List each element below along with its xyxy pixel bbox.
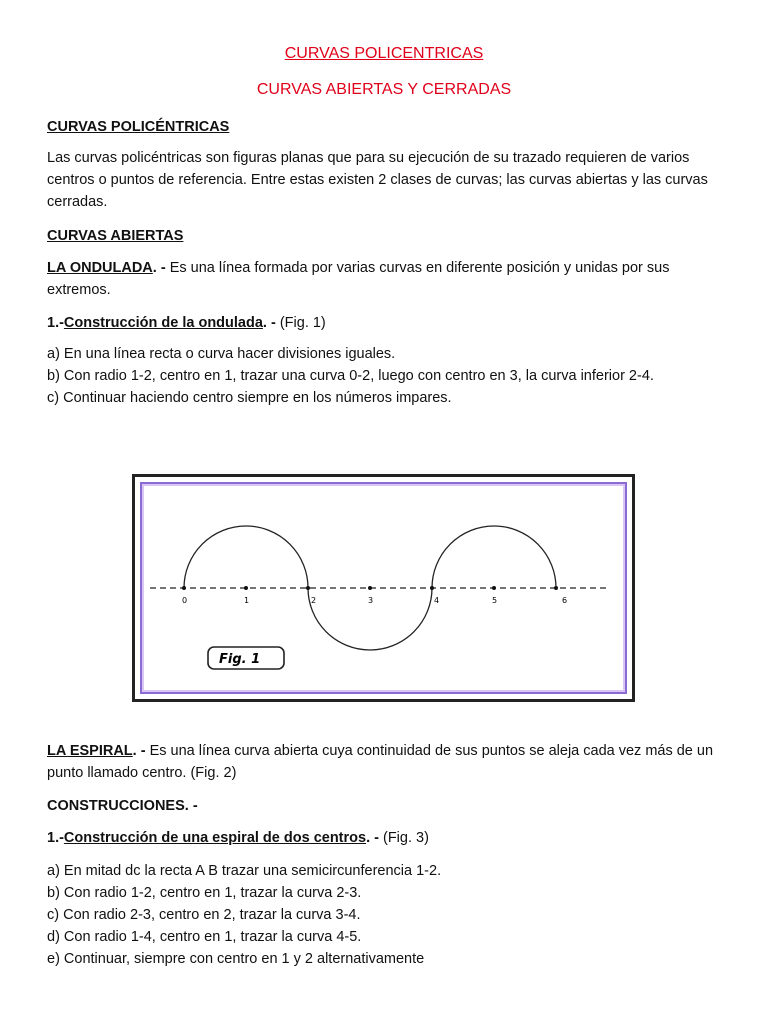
ondulada-text: Es una línea formada por varias curvas en diferente posición y unidas por sus extremos. — [47, 260, 670, 298]
ondulada-term: LA ONDULADA — [47, 260, 153, 276]
construction-title: Construcción de la ondulada — [63, 315, 263, 331]
construction-title: Construcción de una espiral de dos centros — [63, 830, 367, 846]
step-item: e) Continuar, siempre con centro en 1 y 2 alternativamente — [47, 951, 425, 967]
intro-paragraph: Las curvas policéntricas son figuras planas que para su ejecución de su trazado requieren de varios centros o puntos de referencia. Entre estas existen 2 clases de curvas; las curvas abiertas y las curvas cerradas. — [47, 150, 708, 210]
construction-number: 1.- — [47, 830, 64, 846]
step-item: c) Continuar haciendo centro siempre en los números impares. — [47, 390, 452, 406]
figure-label: Fig. 1 — [219, 652, 261, 667]
wavy-line-diagram — [135, 477, 632, 699]
construction-figure-ref: (Fig. 3) — [383, 830, 429, 846]
point-2 — [306, 586, 310, 590]
step-item: d) Con radio 1-4, centro en 1, trazar la curva 4-5. — [47, 929, 362, 945]
section-heading-abiertas: CURVAS ABIERTAS — [47, 228, 184, 244]
ondulada-definition — [47, 257, 727, 301]
step-item: a) En mitad dc la recta A B trazar una semicircunferencia 1-2. — [47, 863, 442, 879]
section-heading-policentricas: CURVAS POLICÉNTRICAS — [47, 119, 230, 135]
ondulada-construction-heading — [47, 312, 727, 334]
point-label: 0 — [182, 596, 188, 605]
point-label: 1 — [244, 596, 250, 605]
step-item: b) Con radio 1-2, centro en 1, trazar la curva 2-3. — [47, 885, 362, 901]
espiral-text: Es una línea curva abierta cuya continuidad de sus puntos se aleja cada vez más de un punto llamado centro. (Fig. 2) — [47, 743, 714, 781]
page-title: CURVAS POLICENTRICAS — [284, 45, 484, 62]
construction-separator: . - — [366, 830, 383, 846]
point-label: 4 — [434, 596, 440, 605]
figure-1-frame — [132, 474, 635, 702]
upper-arc-0-2 — [184, 526, 308, 588]
ondulada-separator: . - — [152, 260, 170, 276]
point-5 — [492, 586, 496, 590]
point-1 — [244, 586, 248, 590]
espiral-definition — [47, 740, 727, 784]
point-4 — [430, 586, 434, 590]
point-label: 5 — [492, 596, 498, 605]
step-item: b) Con radio 1-2, centro en 1, trazar una curva 0-2, luego con centro en 3, la curva inferior 2-4. — [47, 368, 654, 384]
espiral-construction-heading — [47, 827, 727, 849]
point-label: 6 — [562, 596, 568, 605]
step-item: c) Con radio 2-3, centro en 2, trazar la curva 3-4. — [47, 907, 361, 923]
construction-number: 1.- — [47, 315, 64, 331]
espiral-separator: . - — [132, 743, 150, 759]
point-6 — [554, 586, 558, 590]
point-0 — [182, 586, 186, 590]
point-label: 2 — [311, 596, 317, 605]
page-subtitle: CURVAS ABIERTAS Y CERRADAS — [256, 81, 512, 98]
espiral-steps — [47, 860, 727, 970]
point-label: 3 — [368, 596, 374, 605]
construcciones-heading: CONSTRUCCIONES. - — [47, 798, 198, 814]
step-item: a) En una línea recta o curva hacer divisiones iguales. — [47, 346, 396, 362]
ondulada-steps — [47, 343, 727, 409]
construction-separator: . - — [262, 315, 280, 331]
espiral-term: LA ESPIRAL — [47, 743, 133, 759]
point-3 — [368, 586, 372, 590]
construction-figure-ref: (Fig. 1) — [279, 315, 326, 331]
upper-arc-4-6 — [432, 526, 556, 588]
